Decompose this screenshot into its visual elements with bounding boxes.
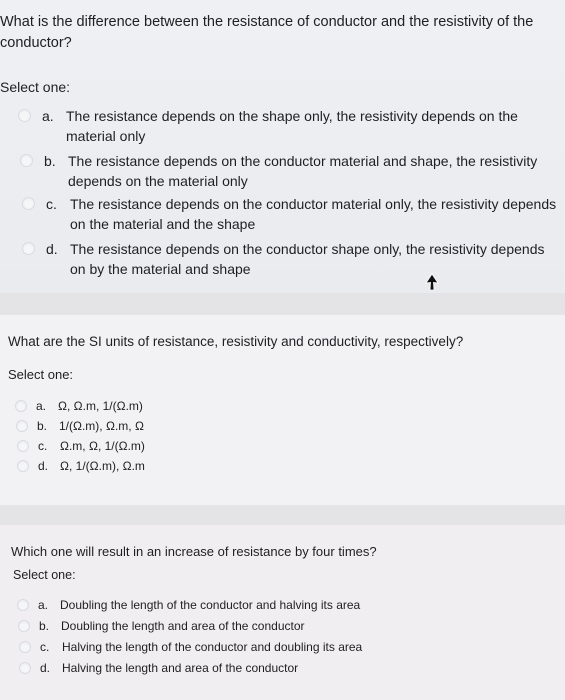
question-3-option-a[interactable] <box>17 596 437 614</box>
question-1-option-c[interactable] <box>22 194 565 234</box>
question-3-card <box>0 525 565 700</box>
radio-button-icon[interactable] <box>19 641 31 653</box>
question-3-select-label: Select one: <box>13 568 76 582</box>
radio-button-icon[interactable] <box>22 197 35 210</box>
question-1-option-a[interactable] <box>18 106 548 146</box>
option-text: Ω.m, Ω, 1/(Ω.m) <box>60 439 145 453</box>
option-text: Doubling the length of the conductor and halving its area <box>60 598 361 612</box>
question-1-card <box>0 0 565 293</box>
question-1-option-d[interactable] <box>22 239 557 279</box>
option-letter: a. <box>42 108 54 124</box>
radio-button-icon[interactable] <box>17 460 29 472</box>
option-letter: d. <box>40 661 51 675</box>
option-letter: c. <box>38 439 48 453</box>
question-3-option-c[interactable] <box>19 638 439 656</box>
option-letter: c. <box>40 640 50 654</box>
option-text: Halving the length and area of the conductor <box>62 661 299 675</box>
question-1-option-b[interactable] <box>20 151 552 191</box>
question-2-select-label: Select one: <box>8 367 74 382</box>
option-letter: c. <box>46 196 57 212</box>
question-1-text: What is the difference between the resistance of conductor and the resistivity of the conductor? <box>0 14 534 51</box>
radio-button-icon[interactable] <box>18 109 31 122</box>
option-text: Ω, Ω.m, 1/(Ω.m) <box>58 399 143 413</box>
option-text: The resistance depends on the conductor shape only, the resistivity depends on by the material and shape <box>70 241 545 277</box>
question-separator <box>0 293 565 315</box>
radio-button-icon[interactable] <box>20 154 33 167</box>
question-3-option-d[interactable] <box>19 659 439 677</box>
radio-button-icon[interactable] <box>19 662 31 674</box>
option-text: The resistance depends on the conductor material only, the resistivity depends on the material and the shape <box>70 196 557 232</box>
option-letter: b. <box>37 419 48 433</box>
radio-button-icon[interactable] <box>18 620 30 632</box>
radio-button-icon[interactable] <box>17 440 29 452</box>
radio-button-icon[interactable] <box>16 420 28 432</box>
question-2-option-b[interactable] <box>16 417 416 435</box>
question-2-option-a[interactable] <box>15 397 415 415</box>
option-text: Doubling the length and area of the conductor <box>61 619 305 633</box>
mouse-pointer-arrow-icon <box>425 273 439 291</box>
question-1-select-label: Select one: <box>0 79 71 95</box>
option-letter: d. <box>38 459 49 473</box>
option-text: Halving the length of the conductor and doubling its area <box>62 640 363 654</box>
question-separator <box>0 505 565 525</box>
question-3-text: Which one will result in an increase of resistance by four times? <box>11 544 377 559</box>
option-letter: b. <box>39 619 50 633</box>
radio-button-icon[interactable] <box>15 400 27 412</box>
option-text: Ω, 1/(Ω.m), Ω.m <box>60 459 145 473</box>
radio-button-icon[interactable] <box>17 599 29 611</box>
option-letter: a. <box>38 598 49 612</box>
option-letter: b. <box>44 153 56 169</box>
radio-button-icon[interactable] <box>22 242 35 255</box>
question-2-option-c[interactable] <box>17 437 417 455</box>
option-text: The resistance depends on the shape only, the resistivity depends on the material only <box>66 108 518 144</box>
option-text: 1/(Ω.m), Ω.m, Ω <box>59 419 144 433</box>
question-2-card <box>0 315 565 505</box>
option-text: The resistance depends on the conductor material and shape, the resistivity depends on the material only <box>68 153 538 189</box>
question-2-text: What are the SI units of resistance, resistivity and conductivity, respectively? <box>8 334 464 349</box>
question-2-option-d[interactable] <box>17 457 417 475</box>
question-3-option-b[interactable] <box>18 617 438 635</box>
option-letter: d. <box>46 241 58 257</box>
option-letter: a. <box>36 399 47 413</box>
